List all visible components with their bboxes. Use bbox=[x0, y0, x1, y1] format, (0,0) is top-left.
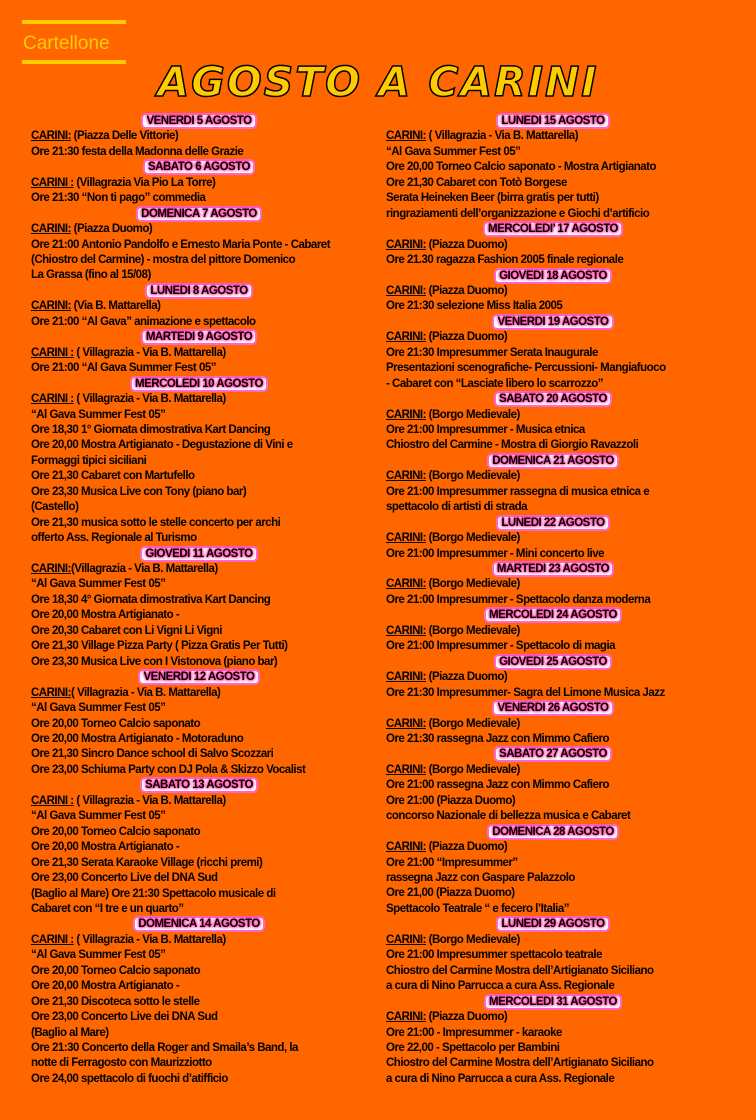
day-heading bbox=[31, 778, 367, 793]
event-line: Ore 21,30 musica sotto le stelle concerto per archi bbox=[31, 516, 281, 529]
location-town: CARINI: bbox=[31, 300, 71, 313]
event-line: Ore 21,00 (Piazza Duomo) bbox=[386, 887, 515, 900]
day-heading-label: GIOVEDI 11 AGOSTO bbox=[142, 548, 255, 560]
location-place: (Piazza Duomo) bbox=[425, 671, 508, 684]
day-heading bbox=[386, 516, 720, 531]
location-town: CARINI : bbox=[31, 346, 74, 359]
event-line: “Al Gava Summer Fest 05” bbox=[386, 145, 521, 158]
location-town: CARINI: bbox=[386, 841, 426, 854]
location-line bbox=[386, 531, 720, 546]
location-town: CARINI: bbox=[386, 470, 426, 483]
event-line: Ore 21:00 Antonio Pandolfo e Ernesto Maria Ponte - Cabaret bbox=[31, 238, 331, 251]
day-heading bbox=[31, 917, 367, 932]
day-heading-label: DOMENICA 7 AGOSTO bbox=[138, 208, 260, 220]
event-line: Cabaret con “I tre e un quarto” bbox=[31, 902, 184, 915]
location-line bbox=[386, 670, 720, 685]
location-place: (Piazza Delle Vittorie) bbox=[70, 130, 179, 143]
location-line bbox=[31, 129, 367, 144]
location-place: (Villagrazia - Via B. Mattarella) bbox=[70, 563, 218, 576]
event-line: Ore 23,00 Concerto Live del DNA Sud bbox=[31, 872, 218, 885]
event-line: Ore 23,00 Schiuma Party con DJ Pola & Skizzo Vocalist bbox=[31, 763, 306, 776]
location-place: (Borgo Medievale) bbox=[425, 717, 520, 730]
event-line: Ore 20,00 Mostra Artigianato - bbox=[31, 841, 180, 854]
event-line: (Baglio al Mare) Ore 21:30 Spettacolo musicale di bbox=[31, 887, 276, 900]
location-place: (Piazza Duomo) bbox=[425, 331, 508, 344]
event-line: Ore 18,30 4° Giornata dimostrativa Kart Dancing bbox=[31, 593, 271, 606]
day-heading-label: LUNEDI 29 AGOSTO bbox=[498, 918, 607, 930]
event-line: Formaggi tipici siciliani bbox=[31, 454, 147, 467]
day-heading-label: VENERDI 19 AGOSTO bbox=[494, 316, 611, 328]
event-line: Ore 20,00 Mostra Artigianato - Motoraduno bbox=[31, 733, 244, 745]
day-heading-label: VENERDI 5 AGOSTO bbox=[143, 115, 254, 127]
location-town: CARINI: bbox=[386, 284, 426, 297]
location-line bbox=[386, 624, 720, 639]
event-line: Ore 21:00 - Impresummer - karaoke bbox=[386, 1026, 562, 1039]
day-heading bbox=[386, 917, 720, 932]
event-line: Ore 21,30 Cabaret con Totò Borgese bbox=[386, 176, 567, 189]
location-town: CARINI: bbox=[386, 933, 426, 946]
event-line: a cura di Nino Parrucca a cura Ass. Regionale bbox=[386, 980, 615, 993]
location-line bbox=[31, 222, 367, 237]
event-line: Ore 21,30 Village Pizza Party ( Pizza Gratis Per Tutti) bbox=[31, 640, 288, 653]
location-place: ( Villagrazia - Via B. Mattarella) bbox=[73, 393, 226, 406]
location-town: CARINI : bbox=[31, 393, 74, 406]
location-line bbox=[31, 686, 367, 701]
day-heading-label: SABATO 27 AGOSTO bbox=[496, 748, 610, 760]
event-line: Ore 20,00 Torneo Calcio saponato - Mostra Artigianato bbox=[386, 161, 657, 174]
location-town: CARINI : bbox=[31, 794, 74, 807]
left-column-schedule bbox=[31, 114, 367, 1087]
location-line bbox=[31, 346, 367, 361]
event-line: Spettacolo Teatrale “ e fecero l’Italia” bbox=[386, 902, 570, 915]
event-line: Ore 20,00 Mostra Artigianato - bbox=[31, 980, 180, 993]
event-line: notte di Ferragosto con Maurizziotto bbox=[31, 1057, 212, 1070]
day-heading bbox=[386, 114, 720, 129]
location-line bbox=[31, 562, 367, 577]
location-place: (Piazza Duomo) bbox=[425, 1011, 508, 1024]
location-place: (Piazza Duomo) bbox=[425, 284, 508, 297]
location-place: (Via B. Mattarella) bbox=[70, 300, 161, 313]
location-place: (Borgo Medievale) bbox=[425, 624, 520, 637]
event-line: Ore 23,30 Musica Live con I Vistonova (piano bar) bbox=[31, 655, 278, 668]
event-line: Ore 21,30 Discoteca sotto le stelle bbox=[31, 995, 200, 1008]
page-title: AGOSTO A CARINI bbox=[157, 58, 599, 106]
event-line: Ore 21:00 “Al Gava Summer Fest 05” bbox=[31, 362, 216, 375]
location-place: (Piazza Duomo) bbox=[70, 223, 153, 236]
event-line: Ore 21,30 Sincro Dance school di Salvo Scozzari bbox=[31, 748, 274, 761]
event-line: Ore 24,00 spettacolo di fuochi d’atifficio bbox=[31, 1072, 228, 1085]
event-line: Ore 21,30 Serata Karaoke Village (ricchi premi) bbox=[31, 856, 263, 869]
event-line: (Castello) bbox=[31, 501, 79, 514]
event-line: Ore 21:30 Impresummer- Sagra del Limone Musica Jazz bbox=[386, 686, 665, 699]
day-heading bbox=[31, 547, 367, 562]
location-town: CARINI: bbox=[386, 671, 426, 684]
event-line: “Al Gava Summer Fest 05” bbox=[31, 578, 166, 591]
location-place: ( Villagrazia - Via B. Mattarella) bbox=[73, 346, 226, 359]
event-line: Ore 21:00 Impresummer - Mini concerto live bbox=[386, 547, 605, 560]
day-heading-label: MERCOLEDI 31 AGOSTO bbox=[486, 996, 620, 1008]
location-line bbox=[386, 469, 720, 484]
event-line: (Chiostro del Carmine) - mostra del pittore Domenico bbox=[31, 254, 296, 267]
event-line: Ore 21:00 “Impresummer” bbox=[386, 856, 518, 869]
location-town: CARINI: bbox=[386, 331, 426, 344]
location-place: (Piazza Duomo) bbox=[425, 841, 508, 854]
location-line bbox=[386, 840, 720, 855]
event-line: spettacolo di artisti di strada bbox=[386, 501, 528, 514]
event-line: “Al Gava Summer Fest 05” bbox=[31, 810, 166, 823]
day-heading-label: MERCOLEDI 10 AGOSTO bbox=[132, 378, 266, 390]
day-heading bbox=[386, 269, 720, 284]
location-town: CARINI: bbox=[31, 563, 71, 576]
day-heading bbox=[386, 995, 720, 1010]
location-place: (Borgo Medievale) bbox=[425, 763, 520, 776]
location-place: (Borgo Medievale) bbox=[425, 532, 520, 545]
day-heading bbox=[31, 114, 367, 129]
day-heading bbox=[31, 670, 367, 685]
location-town: CARINI: bbox=[386, 578, 426, 591]
event-line: Ore 21:00 Impresummer - Spettacolo di magia bbox=[386, 640, 616, 653]
event-line: Ore 21.30 ragazza Fashion 2005 finale regionale bbox=[386, 254, 624, 267]
day-heading-label: DOMENICA 28 AGOSTO bbox=[489, 826, 617, 838]
event-line: - Cabaret con “Lasciate libero lo scarrozzo” bbox=[386, 377, 604, 390]
day-heading bbox=[31, 377, 367, 392]
day-heading-label: SABATO 13 AGOSTO bbox=[142, 779, 256, 791]
day-heading-label: VENERDI 12 AGOSTO bbox=[140, 671, 257, 683]
day-heading-label: GIOVEDI 18 AGOSTO bbox=[496, 270, 610, 282]
location-line bbox=[31, 392, 367, 407]
location-place: (Borgo Medievale) bbox=[425, 933, 520, 946]
day-heading-label: SABATO 6 AGOSTO bbox=[145, 161, 253, 173]
location-line bbox=[386, 577, 720, 592]
day-heading-label: VENERDI 26 AGOSTO bbox=[494, 702, 611, 714]
event-line: Ore 21:00 Impresummer spettacolo teatrale bbox=[386, 949, 602, 962]
location-line bbox=[386, 1010, 720, 1025]
event-line: concorso Nazionale di bellezza musica e Cabaret bbox=[386, 810, 631, 823]
event-line: (Baglio al Mare) bbox=[31, 1026, 109, 1039]
location-line bbox=[386, 330, 720, 345]
location-town: CARINI: bbox=[31, 223, 71, 236]
event-line: ringraziamenti dell’organizzazione e Giochi d’artificio bbox=[386, 207, 650, 220]
location-line bbox=[386, 238, 720, 253]
day-heading-label: MERCOLEDI 24 AGOSTO bbox=[486, 609, 620, 621]
event-line: Ore 21:30 festa della Madonna delle Grazie bbox=[31, 145, 244, 158]
day-heading bbox=[386, 392, 720, 407]
location-town: CARINI : bbox=[31, 933, 74, 946]
location-town: CARINI: bbox=[386, 130, 426, 143]
day-heading-label: DOMENICA 14 AGOSTO bbox=[135, 918, 263, 930]
event-line: Chiostro del Carmine Mostra dell’Artigianato Siciliano bbox=[386, 964, 654, 977]
event-line: Ore 20,30 Cabaret con Li Vigni Li Vigni bbox=[31, 624, 222, 637]
location-town: CARINI: bbox=[386, 238, 426, 251]
location-town: CARINI: bbox=[31, 130, 71, 143]
event-line: Ore 21:00 Impresummer rassegna di musica etnica e bbox=[386, 485, 650, 498]
event-line: “Al Gava Summer Fest 05” bbox=[31, 408, 166, 421]
location-place: (Borgo Medievale) bbox=[425, 408, 520, 421]
event-line: Serata Heineken Beer (birra gratis per tutti) bbox=[386, 192, 599, 205]
day-heading-label: LUNEDI 22 AGOSTO bbox=[498, 517, 607, 529]
location-line bbox=[386, 408, 720, 423]
day-heading bbox=[386, 655, 720, 670]
location-line bbox=[31, 794, 367, 809]
day-heading-label: LUNEDI 15 AGOSTO bbox=[498, 115, 607, 127]
event-line: a cura di Nino Parrucca a cura Ass. Regionale bbox=[386, 1072, 615, 1085]
day-heading bbox=[386, 747, 720, 762]
day-heading-label: DOMENICA 21 AGOSTO bbox=[489, 455, 617, 467]
event-line: Ore 20,00 Torneo Calcio saponato bbox=[31, 964, 201, 977]
day-heading bbox=[386, 701, 720, 716]
location-place: ( Villagrazia - Via B. Mattarella) bbox=[73, 794, 226, 807]
event-line: Ore 21:00 (Piazza Duomo) bbox=[386, 794, 516, 807]
day-heading-label: LUNEDI 8 AGOSTO bbox=[147, 285, 250, 297]
event-line: Ore 20,00 Mostra Artigianato - Degustazione di Vini e bbox=[31, 439, 293, 452]
event-line: rassegna Jazz con Gaspare Palazzolo bbox=[386, 872, 575, 884]
event-line: Ore 21:30 Concerto della Roger and Smaila’s Band, la bbox=[31, 1042, 298, 1055]
event-line: Ore 21:30 “Non ti pago” commedia bbox=[31, 192, 206, 205]
location-place: (Villagrazia Via Pio La Torre) bbox=[73, 176, 216, 189]
day-heading bbox=[386, 222, 720, 237]
event-line: Ore 21:30 rassegna Jazz con Mimmo Cafiero bbox=[386, 732, 610, 745]
location-place: (Borgo Medievale) bbox=[425, 470, 520, 483]
day-heading-label: MARTEDI 9 AGOSTO bbox=[143, 331, 255, 343]
event-line: Ore 22,00 - Spettacolo per Bambini bbox=[386, 1041, 560, 1054]
location-town: CARINI: bbox=[386, 532, 426, 545]
location-town: CARINI: bbox=[386, 717, 426, 730]
location-line bbox=[386, 129, 720, 144]
location-town: CARINI: bbox=[31, 686, 71, 699]
day-heading bbox=[31, 160, 367, 175]
event-line: Ore 20,00 Torneo Calcio saponato bbox=[31, 825, 201, 838]
location-town: CARINI: bbox=[386, 408, 426, 421]
event-line: “Al Gava Summer Fest 05” bbox=[31, 949, 166, 962]
location-line bbox=[31, 299, 367, 314]
event-line: Ore 23,30 Musica Live con Tony (piano bar) bbox=[31, 485, 247, 498]
location-line bbox=[31, 933, 367, 948]
day-heading bbox=[386, 315, 720, 330]
event-line: Ore 21:30 Impresummer Serata Inaugurale bbox=[386, 346, 598, 359]
day-heading bbox=[386, 562, 720, 577]
location-town: CARINI: bbox=[386, 763, 426, 776]
location-line bbox=[386, 763, 720, 778]
location-place: ( Villagrazia - Via B. Mattarella) bbox=[73, 933, 226, 946]
day-heading bbox=[31, 207, 367, 222]
location-place: (Piazza Duomo) bbox=[425, 238, 508, 251]
day-heading-label: MERCOLEDI’ 17 AGOSTO bbox=[485, 223, 621, 235]
event-line: Ore 21:30 selezione Miss Italia 2005 bbox=[386, 300, 563, 313]
event-line: Ore 20,00 Mostra Artigianato - bbox=[31, 609, 180, 622]
event-line: Chiostro del Carmine - Mostra di Giorgio Ravazzoli bbox=[386, 439, 639, 452]
location-place: ( Villagrazia - Via B. Mattarella) bbox=[70, 686, 221, 699]
day-heading-label: MARTEDI 23 AGOSTO bbox=[494, 563, 612, 575]
location-place: ( Villagrazia - Via B. Mattarella) bbox=[425, 130, 579, 143]
event-line: Ore 20,00 Torneo Calcio saponato bbox=[31, 717, 201, 730]
day-heading bbox=[31, 330, 367, 345]
day-heading-label: GIOVEDI 25 AGOSTO bbox=[496, 656, 610, 668]
day-heading-label: SABATO 20 AGOSTO bbox=[496, 393, 610, 405]
day-heading bbox=[386, 825, 720, 840]
event-line: Ore 18,30 1° Giornata dimostrativa Kart Dancing bbox=[31, 423, 271, 436]
badge-label: Cartellone bbox=[23, 33, 110, 54]
day-heading bbox=[386, 608, 720, 623]
event-line: “Al Gava Summer Fest 05” bbox=[31, 702, 166, 715]
event-line: Ore 21,30 Cabaret con Martufello bbox=[31, 470, 195, 483]
location-place: (Borgo Medievale) bbox=[425, 578, 520, 591]
location-line bbox=[386, 284, 720, 299]
event-line: Ore 21:00 Impresummer - Spettacolo danza moderna bbox=[386, 593, 651, 606]
event-line: Chiostro del Carmine Mostra dell’Artigianato Siciliano bbox=[386, 1057, 654, 1070]
day-heading bbox=[386, 454, 720, 469]
location-town: CARINI : bbox=[31, 176, 74, 189]
location-line bbox=[386, 717, 720, 732]
event-line: La Grassa (fino al 15/08) bbox=[31, 269, 151, 282]
event-line: Ore 21:00 “Al Gava” animazione e spettacolo bbox=[31, 315, 256, 328]
day-heading bbox=[31, 284, 367, 299]
location-line bbox=[31, 176, 367, 191]
event-line: Ore 21:00 Impresummer - Musica etnica bbox=[386, 423, 585, 436]
event-line: Ore 23,00 Concerto Live dei DNA Sud bbox=[31, 1011, 218, 1024]
right-column-schedule bbox=[386, 114, 720, 1087]
location-line bbox=[386, 933, 720, 948]
event-line: Presentazioni scenografiche- Percussioni- Mangiafuoco bbox=[386, 362, 666, 375]
location-town: CARINI: bbox=[386, 1011, 426, 1024]
event-line: offerto Ass. Regionale al Turismo bbox=[31, 532, 197, 545]
event-line: Ore 21:00 rassegna Jazz con Mimmo Cafiero bbox=[386, 779, 610, 792]
location-town: CARINI: bbox=[386, 624, 426, 637]
